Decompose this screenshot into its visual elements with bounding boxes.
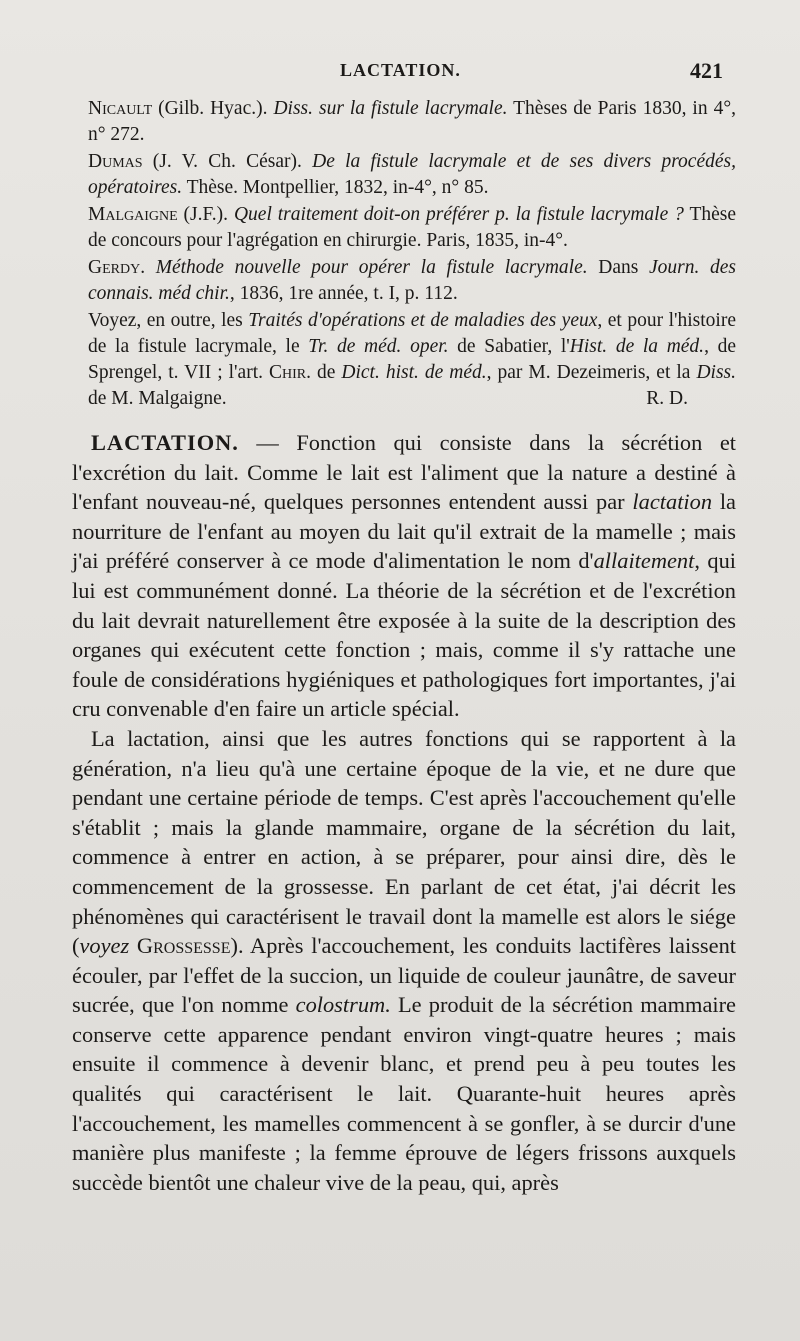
entry-author-detail: (J. V. Ch. César). xyxy=(142,151,313,172)
voyez-text: Voyez, en outre, les xyxy=(88,310,249,331)
article-paragraph xyxy=(72,724,736,1198)
voyez-ref: Traités d'opérations et de maladies des yeux xyxy=(248,310,598,331)
bibliography-entry xyxy=(88,96,736,148)
voyez-text: de Sabatier, l' xyxy=(448,336,570,357)
article-body xyxy=(72,428,736,1197)
entry-title: De la fistule lacrymale et de ses divers procédés, opératoires. xyxy=(88,151,736,198)
voyez-ref: Dict. hist. de méd. xyxy=(341,362,487,383)
article-title: LACTATION. xyxy=(91,430,239,455)
voyez-ref: Chir. xyxy=(268,362,311,383)
paragraph-text: la nourriture de l'enfant au moyen du lait qu'il extrait de la mamelle ; mais j'ai préféré conserver à ce mode d'alimentation le nom d' xyxy=(72,489,736,574)
bibliography xyxy=(88,96,736,413)
entry-journal: Journ. des connais. méd chir. xyxy=(88,257,736,304)
paragraph-italic: voyez xyxy=(79,933,130,959)
entry-publication: Thèses de Paris 1830, in 4°, n° 272. xyxy=(88,98,736,145)
bibliography-entry xyxy=(88,202,736,254)
entry-title: Diss. sur la fistule lacrymale. xyxy=(273,98,508,119)
paragraph-italic: colostrum. xyxy=(295,992,391,1018)
bibliography-entry xyxy=(88,149,736,201)
entry-publication: Thèse. Montpellier, 1832, in-4°, n° 85. xyxy=(182,177,489,198)
paragraph-text: Le produit de la sécrétion mammaire conserve cette apparence pendant environ vingt-quatre heures ; mais ensuite il commence à devenir blanc, et prend peu à peu toutes les qualités qui caractérisent le lait. Quarante-huit heures après l'accouchement, les mamelles commencent à se gonfler, à se durcir d'une manière plus manifeste ; la femme éprouve de légers frissons auxquels succède bientôt une chaleur vive de la peau, qui, après xyxy=(72,992,736,1195)
voyez-text: , et pour l'histoire de la fistule lacrymale, le xyxy=(88,310,737,357)
article-paragraph xyxy=(72,428,736,724)
entry-publication: Dans xyxy=(587,257,649,278)
entry-author-detail: . xyxy=(140,257,156,278)
entry-author-detail: (J.F.). xyxy=(177,204,234,225)
voyez-text: de M. Malgaigne. xyxy=(88,388,227,409)
bibliography-entry xyxy=(88,255,736,307)
voyez-ref: Diss. xyxy=(696,362,737,383)
entry-author-detail: (Gilb. Hyac.). xyxy=(152,98,274,119)
entry-author: Malgaigne xyxy=(88,204,178,225)
page-header xyxy=(0,58,800,88)
entry-journal-detail: , 1836, 1re année, t. I, p. 112. xyxy=(229,283,458,304)
voyez-text: de xyxy=(310,362,342,383)
voyez-ref: Hist. de la méd. xyxy=(569,336,705,357)
page-number: 421 xyxy=(690,58,723,83)
entry-author: Nicault xyxy=(88,98,153,119)
voyez-text: , par M. Dezeimeris, et la xyxy=(486,362,697,383)
running-head: LACTATION. xyxy=(340,60,461,80)
entry-publication: Thèse de concours pour l'agrégation en chirurgie. Paris, 1835, in-4°. xyxy=(88,204,736,251)
entry-title: Méthode nouvelle pour opérer la fistule lacrymale. xyxy=(155,257,588,278)
paragraph-italic: allaitement xyxy=(593,548,695,574)
voyez-text: , de Sprengel, t. VII ; l'art. xyxy=(88,336,736,383)
author-signature: R. D. xyxy=(646,388,688,409)
entry-title: Quel traitement doit-on préférer p. la fistule lacrymale ? xyxy=(233,204,684,225)
paragraph-smallcaps: Grossesse xyxy=(129,933,231,959)
paragraph-text: , qui lui est communément donné. La théorie de la sécrétion et de l'excrétion du lait devrait naturellement être exposée à la suite de la description des organes qui exécutent cette fonction ; mais, comme il s'y rattache une foule de considérations hygiéniques et pathologiques fort importantes, j'ai cru convenable d'en faire un article spécial. xyxy=(72,548,736,722)
voyez-paragraph xyxy=(88,308,736,412)
voyez-ref: Tr. de méd. oper. xyxy=(308,336,449,357)
entry-author: Gerdy xyxy=(88,257,141,278)
paragraph-text: La lactation, ainsi que les autres fonctions qui se rapportent à la génération, n'a lieu qu'à une certaine époque de la vie, et ne dure que pendant une certaine période de temps. C'est après l'accouchement qu'elle s'établit ; mais la glande mammaire, organe de la sécrétion du lait, commence à entrer en action, à se préparer, pour ainsi dire, dès le commencement de la grossesse. En parlant de cet état, j'ai décrit les phénomènes qui caractérisent le travail dont la mamelle est alors le siége ( xyxy=(72,725,736,959)
entry-author: Dumas xyxy=(88,151,143,172)
paragraph-italic: lactation xyxy=(632,489,713,515)
paragraph-text: ). Après l'accouchement, les conduits lactifères laissent écouler, par l'effet de la succion, un liquide de couleur jaunâtre, de saveur sucrée, que l'on nomme xyxy=(72,933,736,1018)
paragraph-text: — Fonction qui consiste dans la sécrétion et l'excrétion du lait. Comme le lait est l'aliment que la nature a destiné à l'enfant nouveau-né, quelques personnes entendent aussi par xyxy=(72,430,736,515)
